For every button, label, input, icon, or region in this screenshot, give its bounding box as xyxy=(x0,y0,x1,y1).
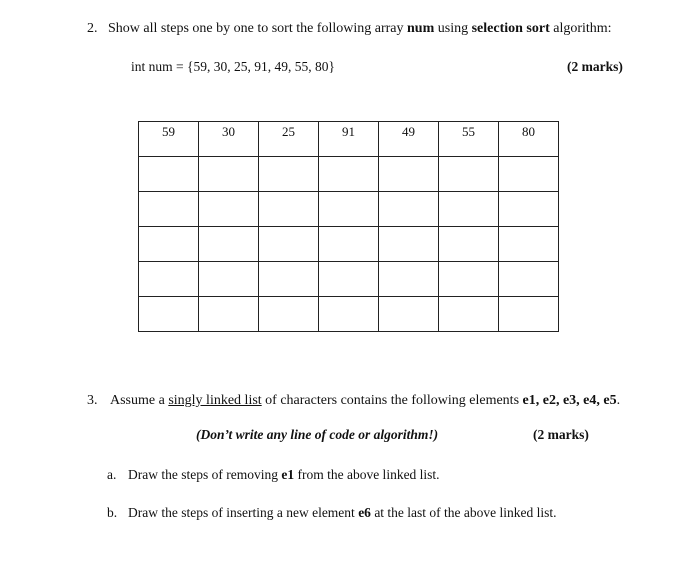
q3-end: . xyxy=(616,393,621,408)
table-cell xyxy=(379,192,439,227)
table-cell xyxy=(259,262,319,297)
q3-part-b-element: e6 xyxy=(358,505,371,520)
q2-marks: (2 marks) xyxy=(567,59,623,74)
table-cell xyxy=(379,157,439,192)
table-cell xyxy=(199,297,259,332)
sorting-steps-table xyxy=(138,121,559,332)
table-cell xyxy=(379,227,439,262)
table-cell xyxy=(319,227,379,262)
table-cell xyxy=(199,262,259,297)
table-row xyxy=(139,262,559,297)
table-cell xyxy=(259,297,319,332)
table-cell xyxy=(259,192,319,227)
table-cell: 30 xyxy=(199,122,259,157)
table-cell xyxy=(319,262,379,297)
q3-part-b xyxy=(128,505,557,521)
table-cell xyxy=(439,297,499,332)
table-cell xyxy=(139,297,199,332)
table-cell xyxy=(499,157,559,192)
q3-part-b-suffix: at the last of the above linked list. xyxy=(374,505,557,520)
table-cell xyxy=(139,262,199,297)
q3-prefix: Assume a xyxy=(110,393,165,408)
q3-part-a xyxy=(128,467,440,483)
table-cell: 25 xyxy=(259,122,319,157)
table-row xyxy=(139,227,559,262)
q3-note: (Don’t write any line of code or algorithm!) xyxy=(196,427,439,442)
table-cell xyxy=(499,297,559,332)
table-cell xyxy=(139,227,199,262)
table-cell: 80 xyxy=(499,122,559,157)
q3-number: 3. xyxy=(87,393,98,408)
q3-middle: of characters contains the following elements xyxy=(265,393,520,408)
table-cell xyxy=(439,227,499,262)
q2-middle: using xyxy=(437,21,469,36)
table-row xyxy=(139,157,559,192)
table-cell xyxy=(259,157,319,192)
table-cell xyxy=(259,227,319,262)
q3-part-a-suffix: from the above linked list. xyxy=(297,467,440,482)
q2-prefix: Show all steps one by one to sort the following array xyxy=(108,21,404,36)
q3-part-b-label: b. xyxy=(107,505,118,520)
table-cell xyxy=(319,157,379,192)
table-cell xyxy=(499,192,559,227)
q3-part-a-prefix: Draw the steps of removing xyxy=(128,467,278,482)
table-cell xyxy=(139,157,199,192)
q2-array-line: int num = {59, 30, 25, 91, 49, 55, 80} xyxy=(131,59,335,74)
table-cell xyxy=(319,192,379,227)
q2-array-name: num xyxy=(407,21,435,36)
q3-part-b-prefix: Draw the steps of inserting a new element xyxy=(128,505,355,520)
table-cell xyxy=(439,157,499,192)
q3-elements: e1, e2, e3, e4, e5 xyxy=(522,393,617,408)
table-row xyxy=(139,297,559,332)
table-cell: 55 xyxy=(439,122,499,157)
table-cell: 91 xyxy=(319,122,379,157)
q3-part-a-element: e1 xyxy=(281,467,295,482)
q3-part-a-label: a. xyxy=(107,467,117,482)
q3-marks: (2 marks) xyxy=(533,427,589,442)
table-cell: 49 xyxy=(379,122,439,157)
table-row xyxy=(139,122,559,157)
table-cell xyxy=(199,227,259,262)
table-cell xyxy=(439,192,499,227)
q2-number: 2. xyxy=(87,21,98,36)
table-cell xyxy=(319,297,379,332)
q2-question xyxy=(108,21,612,37)
q2-algorithm-name: selection sort xyxy=(471,21,550,36)
table-row xyxy=(139,192,559,227)
table-cell xyxy=(499,262,559,297)
q3-singly-linked-list: singly linked list xyxy=(168,393,262,408)
q3-question xyxy=(110,393,620,409)
table-cell xyxy=(199,157,259,192)
table-cell xyxy=(199,192,259,227)
table-cell xyxy=(379,262,439,297)
table-cell xyxy=(499,227,559,262)
table-cell xyxy=(439,262,499,297)
table-cell xyxy=(379,297,439,332)
q2-suffix: algorithm: xyxy=(553,21,612,36)
table-cell: 59 xyxy=(139,122,199,157)
table-cell xyxy=(139,192,199,227)
